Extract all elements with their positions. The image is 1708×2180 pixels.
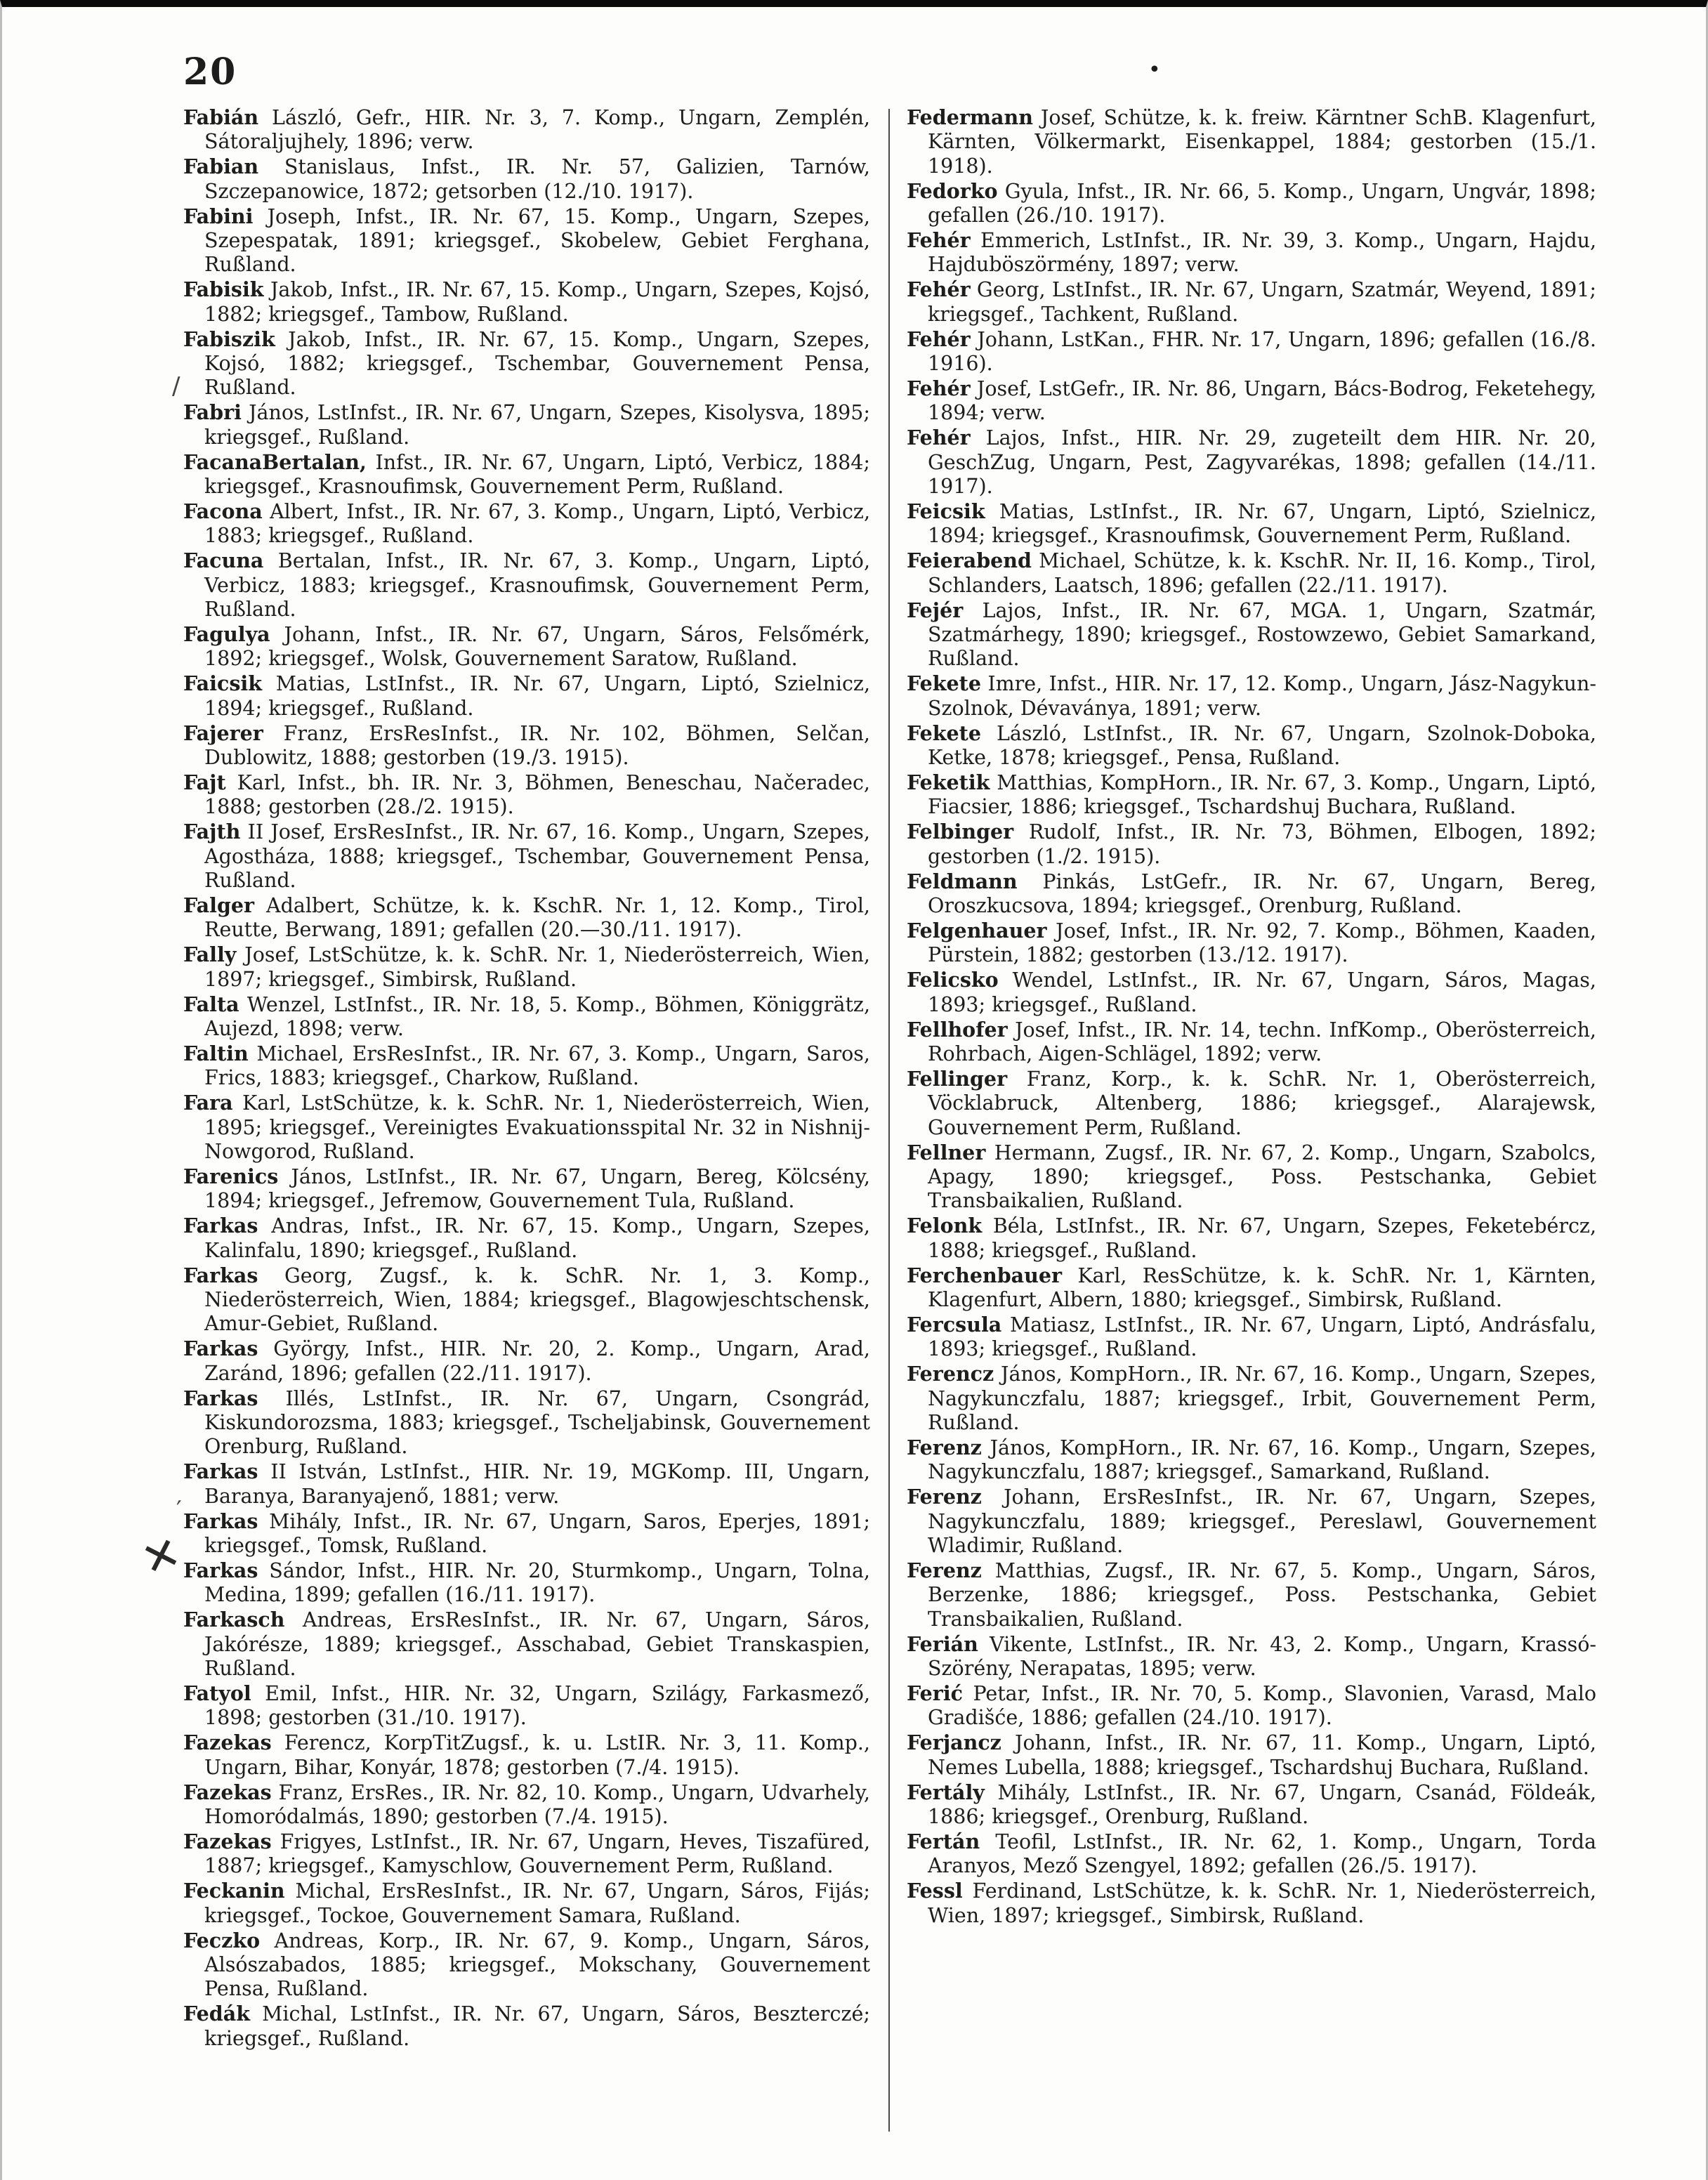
margin-tick-mark: ′ [176, 1496, 182, 1524]
entry-details: Ferdinand, LstSchütze, k. k. SchR. Nr. 1, Niederösterreich, Wien, 1897; kriegsgef., Simbirsk, Rußland. [928, 1879, 1596, 1927]
entry-details: Frigyes, LstInfst., IR. Nr. 67, Ungarn, Heves, Tiszafüred, 1887; kriegsgef., Kamyschlow, Gouvernement Perm, Rußland. [204, 1830, 870, 1878]
register-entry [907, 598, 1596, 671]
entry-surname: Feckanin [183, 1879, 285, 1903]
register-entry [907, 1830, 1596, 1879]
entry-surname: Fara [183, 1091, 233, 1115]
register-entry [183, 1608, 870, 1681]
entry-surname: Farkas [183, 1509, 258, 1533]
register-entry [183, 499, 870, 549]
register-entry [183, 1509, 870, 1558]
register-entry [907, 105, 1596, 178]
entry-details: Teofil, LstInfst., IR. Nr. 62, 1. Komp., Ungarn, Torda Aranyos, Mező Szengyel, 1892; gefallen (26./5. 1917). [928, 1830, 1596, 1878]
entry-surname: Farkas [183, 1459, 258, 1484]
column-divider [888, 109, 890, 2132]
entry-surname: Fedorko [907, 178, 998, 203]
entry-details: Emmerich, LstInfst., IR. Nr. 39, 3. Komp., Ungarn, Hajdu, Hajduböszörmény, 1897; verw. [928, 229, 1596, 277]
entry-details: Franz, Korp., k. k. SchR. Nr. 1, Oberösterreich, Vöcklabruck, Altenberg, 1886; kriegsgef., Alarajewsk, Gouvernement Perm, Rußland. [928, 1067, 1596, 1139]
entry-surname: Ferenz [907, 1435, 982, 1459]
entry-details: Matthias, Zugsf., IR. Nr. 67, 5. Komp., Ungarn, Sáros, Berzenke, 1886; kriegsgef., Poss. Pestschanka, Gebiet Transbaikalien, Rußland. [928, 1558, 1596, 1631]
entry-details: János, LstInfst., IR. Nr. 67, Ungarn, Szepes, Kisolysva, 1895; kriegsgef., Rußland. [204, 401, 870, 449]
left-column [183, 105, 870, 2051]
entry-details: Bertalan, Infst., IR. Nr. 67, 3. Komp., Ungarn, Liptó, Verbicz, 1883; kriegsgef., Krasnoufimsk, Gouvernement Perm, Rußland. [204, 549, 870, 622]
entry-details: Michael, ErsResInfst., IR. Nr. 67, 3. Komp., Ungarn, Saros, Frics, 1883; kriegsgef., Charkow, Rußland. [204, 1042, 870, 1090]
entry-surname: FacanaBertalan, [183, 449, 367, 474]
register-entry [907, 1214, 1596, 1263]
register-entry [183, 155, 870, 204]
register-entry [907, 426, 1596, 499]
entry-details: Johann, Infst., IR. Nr. 67, Ungarn, Sáros, Felsőmérk, 1892; kriegsgef., Wolsk, Gouvernement Saratow, Rußland. [204, 623, 870, 671]
register-entry [907, 820, 1596, 869]
register-entry [183, 1459, 870, 1509]
register-entry [183, 1214, 870, 1263]
entry-surname: Farkas [183, 1263, 258, 1287]
register-entry [907, 968, 1596, 1017]
entry-surname: Fehér [907, 327, 971, 351]
entry-surname: Fatyol [183, 1681, 251, 1705]
entry-surname: Ferchenbauer [907, 1263, 1063, 1287]
entry-details: Pinkás, LstGefr., IR. Nr. 67, Ungarn, Bereg, Oroszkucsova, 1894; kriegsgef., Orenburg, Rußland. [928, 869, 1596, 917]
register-entry [183, 893, 870, 943]
register-entry [183, 721, 870, 770]
entry-surname: Fehér [907, 376, 971, 400]
entry-surname: Faltin [183, 1041, 249, 1065]
entry-details: Matias, LstInfst., IR. Nr. 67, Ungarn, Liptó, Szielnicz, 1894; kriegsgef., Rußland. [204, 672, 870, 720]
entry-details: Joseph, Infst., IR. Nr. 67, 15. Komp., Ungarn, Szepes, Szepespatak, 1891; kriegsgef., Skobelew, Gebiet Ferghana, Rußland. [204, 204, 870, 277]
register-entry [183, 1780, 870, 1830]
entry-surname: Fellhofer [907, 1017, 1008, 1042]
register-entry [907, 1141, 1596, 1214]
register-entry [183, 770, 870, 820]
page-number: 20 [183, 51, 237, 93]
entry-details: Georg, LstInfst., IR. Nr. 67, Ungarn, Szatmár, Weyend, 1891; kriegsgef., Tachkent, Rußland. [928, 278, 1596, 326]
entry-details: Lajos, Infst., IR. Nr. 67, MGA. 1, Ungarn, Szatmár, Szatmárhegy, 1890; kriegsgef., Rostowzewo, Gebiet Samarkand, Rußland. [928, 598, 1596, 671]
entry-details: Andreas, Korp., IR. Nr. 67, 9. Komp., Ungarn, Sáros, Alsószabados, 1885; kriegsgef., Mokschany, Gouvernement Pensa, Rußland. [204, 1929, 870, 2001]
register-entry [907, 1632, 1596, 1681]
register-entry [907, 1018, 1596, 1067]
register-entry [183, 1164, 870, 1214]
entry-details: Mihály, LstInfst., IR. Nr. 67, Ungarn, Csanád, Földeák, 1886; kriegsgef., Orenburg, Rußland. [928, 1780, 1596, 1829]
entry-details: Sándor, Infst., HIR. Nr. 20, Sturmkomp., Ungarn, Tolna, Medina, 1899; gefallen (16./11. 1917). [204, 1558, 870, 1607]
entry-details: Josef, Infst., IR. Nr. 92, 7. Komp., Böhmen, Kaaden, Pürstein, 1882; gestorben (13./12. 1917). [928, 919, 1596, 967]
entry-details: Matias, LstInfst., IR. Nr. 67, Ungarn, Liptó, Szielnicz, 1894; kriegsgef., Krasnoufimsk, Gouvernement Perm, Rußland. [928, 500, 1596, 548]
entry-details: Infst., IR. Nr. 67, Ungarn, Liptó, Verbicz, 1884; kriegsgef., Krasnoufimsk, Gouvernement Perm, Rußland. [204, 450, 870, 499]
entry-details: Illés, LstInfst., IR. Nr. 67, Ungarn, Csongrád, Kiskundorozsma, 1883; kriegsgef., Tscheljabinsk, Gouvernement Orenburg, Rußland. [204, 1386, 870, 1459]
entry-details: László, Gefr., HIR. Nr. 3, 7. Komp., Ungarn, Zemplén, Sátoraljujhely, 1896; verw. [204, 106, 870, 154]
register-entry [183, 1731, 870, 1780]
entry-details: Albert, Infst., IR. Nr. 67, 3. Komp., Ungarn, Liptó, Verbicz, 1883; kriegsgef., Rußland. [204, 500, 870, 548]
entry-surname: Fellner [907, 1140, 986, 1164]
register-entry [183, 549, 870, 622]
entry-details: Béla, LstInfst., IR. Nr. 67, Ungarn, Szepes, Feketebércz, 1888; kriegsgef., Rußland. [928, 1214, 1596, 1262]
entry-surname: Fessl [907, 1879, 963, 1903]
entry-details: Andras, Infst., IR. Nr. 67, 15. Komp., Ungarn, Szepes, Kalinfalu, 1890; kriegsgef., Rußland. [204, 1214, 870, 1262]
entry-details: Karl, Infst., bh. IR. Nr. 3, Böhmen, Beneschau, Načeradec, 1888; gestorben (28./2. 1915). [204, 770, 870, 819]
register-entry [183, 2002, 870, 2051]
entry-surname: Fally [183, 943, 237, 967]
register-entry [183, 1386, 870, 1459]
entry-details: Michael, Schütze, k. k. KschR. Nr. II, 16. Komp., Tirol, Schlanders, Laatsch, 1896; gefallen (22./11. 1917). [928, 549, 1596, 597]
entry-surname: Feierabend [907, 549, 1032, 573]
entry-surname: Fertán [907, 1829, 980, 1853]
register-entry [183, 943, 870, 992]
entry-surname: Ferián [907, 1631, 978, 1656]
handwritten-cross-mark: ✕ [135, 1526, 188, 1588]
entry-surname: Fabini [183, 204, 254, 228]
entry-details: Emil, Infst., HIR. Nr. 32, Ungarn, Szilágy, Farkasmező, 1898; gestorben (31./10. 1917). [204, 1682, 870, 1730]
register-entry [183, 450, 870, 499]
entry-details: Karl, ResSchütze, k. k. SchR. Nr. 1, Kärnten, Klagenfurt, Albern, 1880; kriegsgef., Simbirsk, Rußland. [928, 1263, 1596, 1311]
entry-surname: Fedák [183, 2002, 250, 2026]
entry-details: Matiasz, LstInfst., IR. Nr. 67, Ungarn, Liptó, Andrásfalu, 1893; kriegsgef., Rußland. [928, 1313, 1596, 1361]
entry-surname: Felgenhauer [907, 918, 1047, 943]
entry-details: Franz, ErsRes., IR. Nr. 82, 10. Komp., Ungarn, Udvarhely, Homoródalmás, 1890; gestorben (7./4. 1915). [204, 1780, 870, 1829]
entry-surname: Feicsik [907, 499, 985, 523]
register-entry [907, 1879, 1596, 1928]
entry-details: Michal, ErsResInfst., IR. Nr. 67, Ungarn, Sáros, Fijás; kriegsgef., Tockoe, Gouvernement Samara, Rußland. [204, 1879, 870, 1927]
entry-details: II István, LstInfst., HIR. Nr. 19, MGKomp. III, Ungarn, Baranya, Baranyajenő, 1881; verw. [204, 1460, 870, 1508]
entry-surname: Farkas [183, 1214, 258, 1238]
entry-details: II Josef, ErsResInfst., IR. Nr. 67, 16. Komp., Ungarn, Szepes, Agostháza, 1888; kriegsgef., Tschembar, Gouvernement Pensa, Rußland. [204, 820, 870, 893]
entry-details: János, KompHorn., IR. Nr. 67, 16. Komp., Ungarn, Szepes, Nagykunczfalu, 1887; kriegsgef., Samarkand, Rußland. [928, 1436, 1596, 1484]
register-entry [907, 327, 1596, 376]
register-entry [907, 1780, 1596, 1830]
entry-surname: Farkas [183, 1337, 258, 1361]
entry-surname: Feketik [907, 770, 990, 794]
register-entry [183, 327, 870, 400]
entry-surname: Felonk [907, 1214, 983, 1238]
entry-surname: Fazekas [183, 1829, 272, 1853]
register-entry [907, 179, 1596, 228]
entry-surname: Fekete [907, 671, 981, 696]
register-entry [183, 820, 870, 893]
register-entry [907, 1681, 1596, 1731]
register-entry [183, 1263, 870, 1337]
margin-tick-mark: / [172, 372, 180, 400]
entry-details: Franz, ErsResInfst., IR. Nr. 102, Böhmen, Selčan, Dublowitz, 1888; gestorben (19./3. 1915). [204, 721, 870, 770]
entry-details: Hermann, Zugsf., IR. Nr. 67, 2. Komp., Ungarn, Szabolcs, Apagy, 1890; kriegsgef., Poss. Pestschanka, Gebiet Transbaikalien, Rußland. [928, 1141, 1596, 1213]
entry-details: Wendel, LstInfst., IR. Nr. 67, Ungarn, Sáros, Magas, 1893; kriegsgef., Rußland. [928, 968, 1596, 1016]
entry-surname: Fabisik [183, 277, 264, 302]
entry-details: Petar, Infst., IR. Nr. 70, 5. Komp., Slavonien, Varasd, Malo Gradišće, 1886; gefallen (24./10. 1917). [928, 1682, 1596, 1730]
register-entry [907, 1558, 1596, 1631]
register-entry [183, 1830, 870, 1879]
entry-details: Georg, Zugsf., k. k. SchR. Nr. 1, 3. Komp., Niederösterreich, Wien, 1884; kriegsgef., Blagowjeschtschensk, Amur-Gebiet, Rußland. [204, 1263, 870, 1336]
register-entry [907, 1362, 1596, 1435]
register-entry [907, 499, 1596, 549]
entry-details: Josef, LstGefr., IR. Nr. 86, Ungarn, Bács-Bodrog, Feketehegy, 1894; verw. [928, 376, 1596, 425]
entry-details: János, LstInfst., IR. Nr. 67, Ungarn, Bereg, Kölcsény, 1894; kriegsgef., Jefremow, Gouvernement Tula, Rußland. [204, 1164, 870, 1213]
register-entry [907, 721, 1596, 770]
entry-surname: Fabian [183, 155, 259, 179]
entry-details: Stanislaus, Infst., IR. Nr. 57, Galizien, Tarnów, Szczepanowice, 1872; getsorben (12./10. 1917). [204, 155, 870, 203]
register-entry [907, 671, 1596, 721]
register-entry [183, 204, 870, 277]
entry-surname: Feldmann [907, 869, 1018, 893]
entry-surname: Fajt [183, 770, 226, 794]
entry-details: György, Infst., HIR. Nr. 20, 2. Komp., Ungarn, Arad, Zaránd, 1896; gefallen (22./11. 1917). [204, 1337, 870, 1385]
register-entry [907, 1731, 1596, 1780]
entry-surname: Fertály [907, 1780, 985, 1804]
entry-surname: Fazekas [183, 1731, 272, 1755]
register-entry [183, 1091, 870, 1164]
entry-surname: Farenics [183, 1164, 279, 1188]
entry-surname: Felicsko [907, 968, 999, 992]
entry-details: Mihály, Infst., IR. Nr. 67, Ungarn, Saros, Eperjes, 1891; kriegsgef., Tomsk, Rußland. [204, 1509, 870, 1558]
entry-details: László, LstInfst., IR. Nr. 67, Ungarn, Szolnok-Doboka, Ketke, 1878; kriegsgef., Pensa, Rußland. [928, 721, 1596, 770]
entry-surname: Farkas [183, 1558, 258, 1582]
register-entry [183, 1042, 870, 1091]
entry-surname: Fabri [183, 400, 242, 425]
entry-surname: Falta [183, 992, 239, 1016]
register-entry [183, 671, 870, 721]
register-entry [183, 1337, 870, 1386]
entry-details: Adalbert, Schütze, k. k. KschR. Nr. 1, 12. Komp., Tirol, Reutte, Berwang, 1891; gefallen (20.—30./11. 1917). [204, 894, 870, 942]
register-entry [907, 1485, 1596, 1558]
entry-surname: Fazekas [183, 1780, 272, 1804]
register-entry [907, 869, 1596, 919]
entry-surname: Fekete [907, 721, 981, 745]
entry-surname: Ferenz [907, 1558, 982, 1582]
entry-surname: Ferenz [907, 1485, 982, 1509]
entry-surname: Fajerer [183, 721, 263, 745]
entry-details: Jakob, Infst., IR. Nr. 67, 15. Komp., Ungarn, Szepes, Kojsó, 1882; kriegsgef., Tschembar, Gouvernement Pensa, Rußland. [204, 327, 870, 400]
entry-surname: Ferencz [907, 1362, 994, 1386]
entry-details: Michal, LstInfst., IR. Nr. 67, Ungarn, Sáros, Beszterczé; kriegsgef., Rußland. [204, 2002, 870, 2050]
entry-surname: Feczko [183, 1928, 261, 1952]
entry-surname: Federmann [907, 105, 1033, 129]
entry-surname: Fellinger [907, 1066, 1008, 1091]
register-entry [183, 1558, 870, 1608]
register-entry [183, 277, 870, 327]
register-entry [907, 919, 1596, 968]
entry-details: Josef, Schütze, k. k. freiw. Kärntner SchB. Klagenfurt, Kärnten, Völkermarkt, Eisenkappel, 1884; gestorben (15./1. 1918). [928, 106, 1596, 178]
register-entry [183, 1879, 870, 1928]
register-entry [907, 549, 1596, 598]
entry-details: Vikente, LstInfst., IR. Nr. 43, 2. Komp., Ungarn, Krassó-Szörény, Nerapatas, 1895; verw. [928, 1632, 1596, 1681]
entry-details: János, KompHorn., IR. Nr. 67, 16. Komp., Ungarn, Szepes, Nagykunczfalu, 1887; kriegsgef., Irbit, Gouvernement Perm, Rußland. [928, 1362, 1596, 1435]
entry-details: Gyula, Infst., IR. Nr. 66, 5. Komp., Ungarn, Ungvár, 1898; gefallen (26./10. 1917). [928, 179, 1596, 228]
register-entry [183, 400, 870, 449]
entry-details: Imre, Infst., HIR. Nr. 17, 12. Komp., Ungarn, Jász-Nagykun-Szolnok, Dévaványa, 1891; verw. [928, 672, 1596, 720]
entry-details: Jakob, Infst., IR. Nr. 67, 15. Komp., Ungarn, Szepes, Kojsó, 1882; kriegsgef., Tambow, Rußland. [204, 278, 870, 326]
register-entry [183, 105, 870, 155]
entry-details: Matthias, KompHorn., IR. Nr. 67, 3. Komp., Ungarn, Liptó, Fiacsier, 1886; kriegsgef., Tschardshuj Buchara, Rußland. [928, 770, 1596, 819]
entry-details: Josef, LstSchütze, k. k. SchR. Nr. 1, Niederösterreich, Wien, 1897; kriegsgef., Simbirsk, Rußland. [204, 943, 870, 991]
entry-details: Rudolf, Infst., IR. Nr. 73, Böhmen, Elbogen, 1892; gestorben (1./2. 1915). [928, 820, 1596, 868]
entry-details: Lajos, Infst., HIR. Nr. 29, zugeteilt dem HIR. Nr. 20, GeschZug, Ungarn, Pest, Zagyvarékas, 1898; gefallen (14./11. 1917). [928, 426, 1596, 499]
entry-surname: Faicsik [183, 671, 262, 696]
register-entry [907, 1436, 1596, 1485]
entry-details: Josef, Infst., IR. Nr. 14, techn. InfKomp., Oberösterreich, Rohrbach, Aigen-Schlägel, 1892; verw. [928, 1018, 1596, 1065]
entry-surname: Ferić [907, 1681, 964, 1705]
register-entry [907, 1067, 1596, 1140]
print-mark: • [1148, 58, 1161, 82]
entry-surname: Ferjancz [907, 1731, 1001, 1755]
entry-surname: Falger [183, 893, 255, 917]
register-entry [907, 376, 1596, 426]
entry-surname: Fejér [907, 598, 964, 622]
entry-details: Ferencz, KorpTitZugsf., k. u. LstIR. Nr. 3, 11. Komp., Ungarn, Bihar, Konyár, 1878; gestorben (7./4. 1915). [204, 1731, 870, 1779]
entry-surname: Fehér [907, 277, 971, 302]
entry-surname: Fehér [907, 228, 971, 253]
right-column [907, 105, 1596, 1929]
entry-surname: Fagulya [183, 622, 270, 647]
register-entry [183, 1929, 870, 2002]
entry-surname: Farkasch [183, 1608, 285, 1632]
entry-surname: Facuna [183, 549, 264, 573]
entry-details: Johann, ErsResInfst., IR. Nr. 67, Ungarn, Szepes, Nagykunczfalu, 1889; kriegsgef., Pereslawl, Gouvernement Wladimir, Rußland. [928, 1485, 1596, 1558]
entry-surname: Facona [183, 499, 263, 523]
register-entry [907, 277, 1596, 327]
entry-surname: Fabián [183, 105, 259, 129]
entry-details: Karl, LstSchütze, k. k. SchR. Nr. 1, Niederösterreich, Wien, 1895; kriegsgef., Vereinigtes Evakuationsspital Nr. 32 in Nishnij-Nowgorod, Rußland. [204, 1091, 870, 1164]
entry-surname: Farkas [183, 1386, 258, 1410]
entry-details: Wenzel, LstInfst., IR. Nr. 18, 5. Komp., Böhmen, Königgrätz, Aujezd, 1898; verw. [204, 992, 870, 1041]
register-entry [183, 622, 870, 671]
register-entry [907, 1313, 1596, 1362]
register-entry [183, 1681, 870, 1731]
register-entry [907, 770, 1596, 820]
entry-details: Andreas, ErsResInfst., IR. Nr. 67, Ungarn, Sáros, Jakórésze, 1889; kriegsgef., Asschabad, Gebiet Transkaspien, Rußland. [204, 1608, 870, 1681]
entry-surname: Fercsula [907, 1312, 1002, 1337]
entry-surname: Fabiszik [183, 327, 275, 351]
register-entry [907, 228, 1596, 277]
entry-surname: Fajth [183, 820, 241, 844]
entry-surname: Fehér [907, 426, 971, 450]
register-entry [183, 992, 870, 1042]
entry-details: Johann, LstKan., FHR. Nr. 17, Ungarn, 1896; gefallen (16./8. 1916). [928, 327, 1596, 376]
entry-surname: Felbinger [907, 820, 1014, 844]
register-entry [907, 1263, 1596, 1313]
entry-details: Johann, Infst., IR. Nr. 67, 11. Komp., Ungarn, Liptó, Nemes Lubella, 1888; kriegsgef., Tschardshuj Buchara, Rußland. [928, 1731, 1596, 1779]
